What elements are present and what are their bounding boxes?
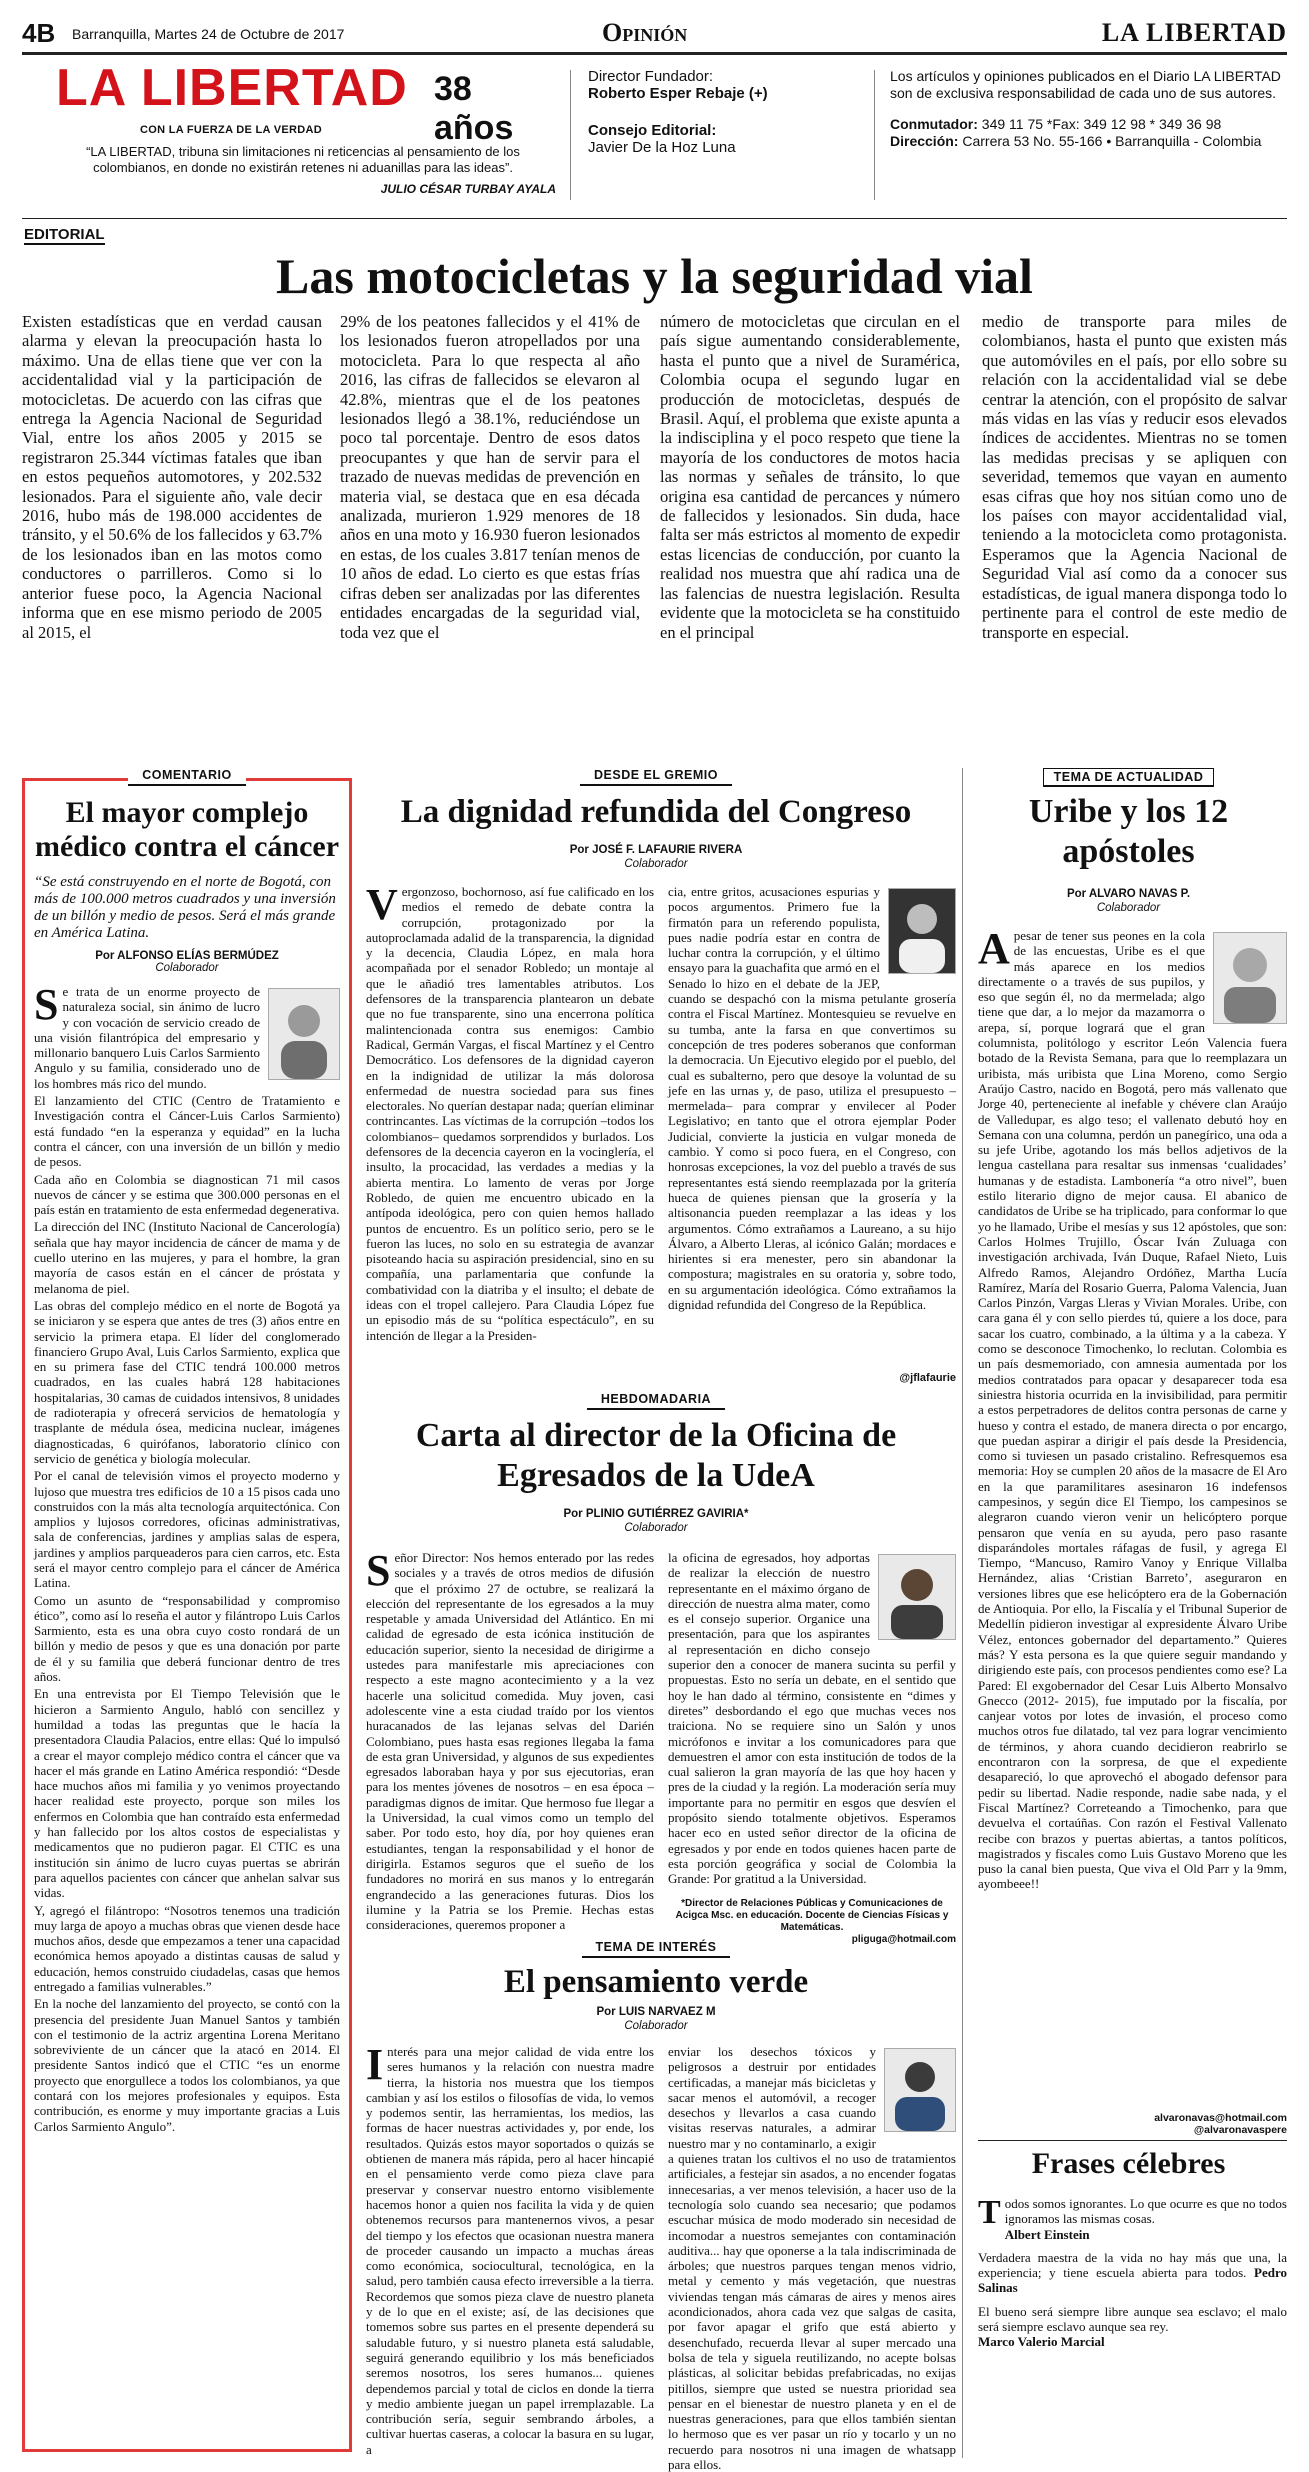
uribe-body: [978, 924, 1287, 2112]
masthead-divider-1: [570, 70, 571, 200]
pensamiento-dropcap: I: [366, 2040, 384, 2089]
uribe-tag: [970, 768, 1287, 787]
comentario-deck: “Se está construyendo en el norte de Bogotá, con más de 100.000 metros cuadrados y una inversión de un billón y medio de pesos. Será el más grande en América Latina.: [34, 874, 336, 941]
carta-col-2: [668, 1550, 956, 1896]
comentario-paragraph: En una entrevista por El Tiempo Televisión que le hicieron a Sarmiento Angulo, habló con sencillez y humildad a todas las preguntas que le hacía la presentadora Claudia Palacios, entre ellas: Qué lo impulsó a crear el mayor complejo médico contra el cáncer que va hacer el más grande en Latino América respondió: “Desde hace muchos años mi familia y yo venimos proyectando hacer realidad este proyecto, porque son miles los enfermos en Colombia que han contraído esta enfermedad y han fallecido por los altos costos de especialistas y medicamentos que no pudieron pagar. El CTIC es una institución sin ánimo de lucro cuyas puertas se abrirán para aquellos pacientes con cáncer que anhelan salvar sus vidas.: [34, 1686, 340, 1901]
logo-text: LA LIBERTAD: [56, 59, 408, 117]
paper-name: LA LIBERTAD: [1101, 18, 1287, 47]
uribe-email: alvaronavas@hotmail.com: [1154, 2112, 1287, 2124]
congreso-byline: Por JOSÉ F. LAFAURIE RIVERA: [569, 844, 743, 856]
frase-item: [978, 2196, 1287, 2242]
comentario-paragraph: Por el canal de televisión vimos el proyecto moderno y lujoso que muestra tres edificios de 10 a 15 pisos cada uno construidos con la más alta tecnología arquitectónica. Con amplios y lujosos corredores, oficinas administrativas, sala de conferencias, jardines y amplias salas de espera, jardines y amplios parqueaderos para cien carros, etc. Esta será el mayor centro complejo para el cáncer de América Latina.: [34, 1468, 340, 1591]
carta-footnote: [668, 1898, 956, 1946]
pensamiento-col-1: [366, 2040, 654, 2457]
pensamiento-tag: [356, 1940, 956, 1958]
comentario-tag-label: COMENTARIO: [128, 768, 246, 786]
comentario-article: [34, 796, 340, 2446]
address: Carrera 53 No. 55-166 • Barranquilla - Colombia: [962, 133, 1262, 149]
frases-list: [978, 2196, 1287, 2458]
logo-slogan: CON LA FUERZA DE LA VERDAD: [140, 124, 322, 136]
disclaimer: Los artículos y opiniones publicados en el Diario LA LIBERTAD son de exclusiva responsabilidad de cada uno de sus autores.: [890, 68, 1281, 101]
congreso-dropcap: V: [366, 880, 398, 929]
editorial-col-4: medio de transporte para miles de colombianos, hasta el punto que existen más que automóviles en el país, por ello sobre su relación con la accidentalidad vial se debe centrar la atención, con el propósito de salvar más vidas en las vías y reducir esos elevados índices de accidentes. Mientras no se tomen las medidas precisas y se apliquen con severidad, tememos que vayan en aumento esas cifras que hoy nos sitúan como uno de los países con mayor accidentalidad vial, teniendo a la motocicleta como protagonista. Esperamos que la Agencia Nacional de Seguridad Vial así como da a conocer sus estadísticas, de igual manera disponga todo lo pertinente para el control de este medio de transporte en especial.: [982, 312, 1287, 642]
address-label: Dirección:: [890, 133, 959, 149]
pensamiento-col-1-text: nterés para una mejor calidad de vida entre los seres humanos y la relación con nuestra madre tierra, la historia nos muestra que los tiempos cambian y así los estilos o filosofías de vida, lo vemos y podemos sentir, las herramientas, los medios, las formas de hacer nuestras actividades y, por ende, los resultados. Quizás estos mayor soportados o quizás se obtienen de manera más rápida, pero al hacer hincapié en el pensamiento verde como pieza clave para preservar y conservar nuestro entorno visiblemente hacemos honor a quien nos facilita la vida y de quien obtenemos recursos para mantenernos vivos, a pesar del tiempo y los efectos que ocasionan nuestra manera de proceder causando un impacto a muchas áreas como económica, sociocultural, tecnológica, en la salud, pero también causa efecto irreversible a la tierra. Recordemos que somos pieza clave de nuestro planeta y de lo que en el existe; así, de las decisiones que tomemos sobre sus partes en el presente dependerá su saludable futuro, y si nuestro planeta está saludable, seguirá generando equilibrio y los más beneficiados seremos nosotros, los seres humanos... quienes dependemos parcial y total de ciclos en donde la tierra y medio ambiente juegan un papel irremplazable. La contribución sería, seguir sembrando árboles, a cultivar huertas caseras, a colocar la basura en su lugar, a: [366, 2044, 654, 2457]
contact-block: [890, 68, 1285, 150]
dateline: Barranquilla, Martes 24 de Octubre de 2017: [72, 26, 345, 42]
pensamiento-byline: Por LUIS NARVAEZ M: [596, 2006, 716, 2018]
section-title: Opinión: [602, 18, 688, 47]
uribe-byline: Por ALVARO NAVAS P.: [1066, 888, 1191, 900]
frase-author: Marco Valerio Marcial: [978, 2334, 1105, 2350]
comentario-paragraph: Cada año en Colombia se diagnostican 71 mil casos nuevos de cáncer y se estima que 300.000 personas en el país están en tratamiento de esta enfermedad degenerativa.: [34, 1171, 340, 1218]
frase-text: odos somos ignorantes. Lo que ocurre es que no todos ignoramos las mismas cosas.: [1004, 2196, 1287, 2227]
carta-dropcap: S: [366, 1546, 391, 1595]
frase-text: El bueno será siempre libre aunque sea esclavo; el malo será siempre esclavo aunque sea rey.: [978, 2303, 1287, 2335]
founder-block: [588, 68, 868, 156]
frase-author: Albert Einstein: [1004, 2226, 1090, 2242]
uribe-title: Uribe y los 12 apóstoles: [1028, 793, 1229, 870]
phones: 349 11 75 *Fax: 349 12 98 * 349 36 98: [981, 116, 1222, 132]
header-rule: [22, 52, 1287, 55]
carta-tag: [356, 1392, 956, 1410]
comentario-paragraph: En la noche del lanzamiento del proyecto, se contó con la presencia del presidente Juan Manuel Santos y también con el testimonio de la actriz argentina Lorena Meritano sobreviviente de un cáncer que la atacó en 2014. El presidente Santos indicó que el CTIC “es un enorme proyecto que enorgullece a todos los colombianos, ya que contará con los mejores profesionales y equipos. Esta contribución, es enorme y muy importante gracias a Luis Carlos Sarmiento Angulo”.: [34, 1996, 340, 2134]
editorial-title: Las motocicletas y la seguridad vial: [276, 248, 1033, 304]
masthead-quote: “LA LIBERTAD, tribuna sin limitaciones ni reticencias al pensamiento de los colombianos, en donde no existirán retenes ni aduanillas para las ideas”.: [86, 144, 520, 175]
carta-byline: Por PLINIO GUTIÉRREZ GAVIRIA*: [563, 1508, 749, 1520]
carta-role: Colaborador: [624, 1522, 688, 1534]
carta-title: Carta al director de la Oficina de Egresados de la UdeA: [415, 1417, 897, 1494]
pensamiento-author-photo: [884, 2048, 956, 2132]
carta-col-2-text: la oficina de egresados, hoy adportas de realizar la elección de nuestro representante en el máximo órgano de dirección de nuestra alma mater, como es el consejo superior. Organice una presentación, para que los aspirantes al representación en dicho consejo superior den a conocer de manera sucinta su perfil y propuestas. Esto no sería un debate, en el sentido que hoy le han dado al término, consistente en “dimes y diretes” desbordando el ego que muchas veces nos traiciona. No se requiere sino un Salón y unos micrófonos e invitar a los comunicadores para que demuestren el amor con esta institución de todos de la cual salieron la gran mayoría de las que hoy hacen y pres de la ciudad y la región. La moderación sería muy importante para no permitir en esgos que desvíen el propósito siendo totalmente objetivos. Esperamos hacer eco en usted señor director de la oficina de egresados y por ende en todos quienes hacen parte de esta porción geográfica y social de Colombia la Grande: Por gratitud a la Universidad.: [668, 1550, 956, 1887]
carta-footnote-text: *Director de Relaciones Públicas y Comunicaciones de Acigca Msc. en educación. Docente de Ciencias Físicas y Matemáticas.: [675, 1898, 949, 1933]
editorial-label: EDITORIAL: [24, 226, 105, 243]
board-label: Consejo Editorial:: [588, 122, 717, 139]
comentario-dropcap: S: [34, 980, 59, 1029]
pensamiento-col-2-text: enviar los desechos tóxicos y peligrosos a destruir por entidades certificadas, a manejar más bicicletas y sacar menos el automóvil, a recoger desechos y llevarlos a casa cuando visitas reservas naturales, a admirar nuestro mar y no contaminarlo, a exigir a quienes tratan los cultivos el no uso de tratamientos artificiales, a festejar sin asados, a no encender fogatas innecesarias, a ver menos televisión, a hacer uso de la tecnología solo cuando sea necesario; que podamos escuchar música de modo moderado sin necesidad de incomodar a nuestros semejantes con contaminación auditiva... hay que oponerse a la tala indiscriminada de árboles; que nuestros parques tengan menos vidrio, metal y cemento y más vegetación, que nuestras viviendas tengan más cámaras de aires y menos aires acondicionados, ahora cada vez que salgas de casita, por favor apagar el grifo que está abierto y desenchufado, recuerda llevar al super mercado una bolsa de tela y siguela reutilizando, no acepte bolsas plásticas, al solicitar bebidas prefabricadas, no exijas pitillos, siempre que usted se nuestra prioridad sea pensar en el bienestar de nuestro planeta y en el de nuestras generaciones, para que ellos también sientan lo hermoso que es ver pasar un río y tocarlo y un no recuerdo para nosotros ni una imagen de whatsapp para ellos.: [668, 2044, 956, 2472]
congreso-handle: @jflafaurie: [899, 1372, 956, 1384]
phones-label: Conmutador:: [890, 116, 978, 132]
frase-text: Verdadera maestra de la vida no hay más que una, la experiencia; y tiene escuela abierta para todos.: [978, 2249, 1287, 2281]
congreso-tag: [356, 768, 956, 786]
congreso-author-photo: [888, 888, 956, 974]
frase-dropcap: T: [978, 2194, 1001, 2231]
masthead-rule: [22, 218, 1287, 219]
editorial-col-2: 29% de los peatones fallecidos y el 41% de los lesionados fueron atropellados por una motocicleta. Para lo que respecta al año 2016, las cifras de fallecidos se elevaron al 42.8%, mientras que el de los peatones lesionados llegó a 38.1%, reduciéndose un poco tal porcentaje. Dentro de esos datos preocupantes y que han de servir para el trazado de nuevas medidas de prevención en materia vial, se destaca que en esa década analizada, murieron 1.929 menores de 18 años en una moto y 16.930 fueron lesionados en estas, de los cuales 3.817 tenían menos de 10 años de edad. Lo cierto es que estas frías cifras deben ser analizadas por las diferentes entidades encargadas de la seguridad vial, toda vez que el: [340, 312, 640, 642]
comentario-role: Colaborador: [155, 962, 219, 974]
congreso-col-1-text: ergonzoso, bochornoso, así fue calificado en los medios el remedo de debate contra la corrupción, protagonizado por la autoproclamada adalid de la transparencia, la dignidad y la decencia, Claudia López, en mala hora acompañada por el senador Robledo; un montaje al que le añadió tres lamentables atributos. Los defensores de la transparencia plantearon un debate que no fue transparente, sino una encerrona política malintencionada contra sus enemigos: Cambio Radical, Germán Vargas, el fiscal Martínez y el Centro Democrático. Los defensores de la dignidad cayeron en la indignidad de utilizar la más dolorosa enfermedad de nuestra sociedad para sus fines electorales. No querían destapar nada; querían eliminar contrincantes. Las víctimas de la corrupción –todos los colombianos– quedamos sorprendidos y burlados. Los defensores de la decencia cayeron en la vocinglería, el insulto, la procacidad, las verdades a medias y la abierta mentira. Lo lamento de veras por Jorge Robledo, de quien me encuentro ubicado en la antípoda ideológica, pero con quien hemos hallado puntos de encuentro. Es un político serio, pero se le fueron las luces, no solo en su estrategia de avanzar pisoteando hacia su aspiración presidencial, sino en su compañía, una parlamentaria que confunde la combatividad con la diatriba y el insulto; el debate de ideas con el tropel callejero. Para Claudia López fue un episodio más de su “política espectáculo”, en su intención de llegar a la Presiden-: [366, 884, 654, 1343]
frase-item: [978, 2304, 1287, 2350]
congreso-col-2-text: cia, entre gritos, acusaciones espurias y pocos argumentos. Primero fue la firmatón para un referendo populista, pues nadie podría estar en contra de luchar contra la corrupción, y el último ensayo para la guachafita que armó en el Senado lo hizo en el debate de la JEP, cuando se despachó con la misma petulante grosería contra el Fiscal Martínez. Montesquieu se revuelve en su tumba, ante la farsa en que convertimos su concepción de tres poderes soberanos que conforman la democracia. Un Ejecutivo elegido por el pueblo, del cual es subalterno, pero que desoye la voluntad de su jefe en las urnas y, de paso, utiliza el presupuesto –mermelada– para comprar y envilecer al Poder Legislativo; en tanto que el otrora ejemplar Poder Judicial, convierte la justicia en vulgar moneda de cambio. Y como si poco fuera, en el Congreso, con honrosas excepciones, la voz del pueblo a través de sus representantes está siendo reemplazada por la gritería hueca de quienes piensan que la grosería y la altisonancia pueden reemplazar a las ideas y los argumentos. Cómo extrañamos a Laureano, a su hijo Álvaro, a Alberto Lleras, al icónico Galán; mordaces e hirientes si era menester, pero sin abandonar la compostura; magistrales en su oratoria y, sobre todo, en su argumentación ideológica. Cómo extrañamos la dignidad refundida del Congreso de la República.: [668, 884, 956, 1313]
frase-author: Pedro Salinas: [978, 2265, 1288, 2296]
comentario-title: El mayor complejo médico contra el cáncer: [34, 796, 340, 863]
comentario-paragraph: Y, agregó el filántropo: “Nosotros tenemos una tradición muy larga de apoyo a muchas obras que vienen desde hace muchos años, desde que empezamos a tener una capacidad económica hemos apoyado a distintas causas de salud y educación, hemos construido ciudadelas, casas que hemos entregado a familias vulnerables.”: [34, 1902, 340, 1994]
founder-label: Director Fundador:: [588, 68, 714, 85]
comentario-paragraph: La dirección del INC (Instituto Nacional de Cancerología) señala que hay mayor incidencia de cáncer de mama y de cuello uterino en las mujeres, y para el hombre, la gran mayoría de casos están en el cáncer de próstata y melanoma de piel.: [34, 1219, 340, 1296]
comentario-tag: [22, 768, 352, 786]
frases-title: Frases célebres: [1031, 2147, 1226, 2180]
uribe-handle: @alvaronavaspere: [1193, 2124, 1287, 2136]
pensamiento-col-2: [668, 2044, 956, 2472]
logo-block: [56, 59, 556, 214]
congreso-role: Colaborador: [624, 858, 688, 870]
congreso-tag-label: DESDE EL GREMIO: [580, 768, 732, 786]
frase-item: [978, 2250, 1287, 2296]
board-name: Javier De la Hoz Luna: [588, 139, 736, 156]
founder-name: Roberto Esper Rebaje (+): [588, 85, 768, 102]
pensamiento-tag-label: TEMA DE INTERÉS: [582, 1940, 731, 1958]
editorial-col-1: Existen estadísticas que en verdad causan alarma y elevan la preocupación hasta lo máximo. Una de ellas tiene que ver con la accidentalidad vial y la participación de motocicletas. De acuerdo con las cifras que entrega la Agencia Nacional de Seguridad Vial, entre los años 2005 y 2015 se registraron 25.344 víctimas fatales que iban en estos pequeños automotores, y 202.532 lesionados. Para el siguiente año, vale decir 2016, hubo más de 198.000 accidentes de tránsito, y el 50.6% de los fallecidos y 63.7% de los lesionados iban en las motos como conductores o parrilleros. Como si lo anterior fuese poco, la Agencia Nacional informa que en ese mismo periodo de 2005 al 2015, el: [22, 312, 322, 642]
masthead-quote-author: JULIO CÉSAR TURBAY AYALA: [380, 182, 556, 196]
editorial-col-3: número de motocicletas que circulan en el país sigue aumentando considerablemente, hasta el punto que a nivel de Suramérica, Colombia ocupa el segundo lugar en producción de motocicletas, después de Brasil. Aquí, el problema que existe apunta a la indisciplina y el poco respeto que tiene la mayoría de los conductores de motos hacia las normas y señales de tránsito, lo que origina esa cantidad de percances y número de fallecidos y lesionados. Sin duda, hace falta ser más estrictos al momento de expedir estas licencias de conducción, por cuanto la realidad nos muestra que ahí radica una de las falencias de nuestra legislación. Resulta evidente que la motocicleta se ha constituido en el principal: [660, 312, 960, 642]
masthead-divider-2: [874, 70, 875, 200]
comentario-body: [34, 980, 340, 2134]
pensamiento-role: Colaborador: [624, 2020, 688, 2032]
congreso-col-2: [668, 884, 956, 1370]
logo-years: 38 años: [434, 70, 514, 147]
carta-email: pligugа@hotmail.com: [851, 1934, 956, 1945]
frases-rule: [978, 2140, 1287, 2141]
carta-tag-label: HEBDOMADARIA: [587, 1392, 725, 1410]
uribe-author-photo: [1213, 932, 1287, 1024]
congreso-title: La dignidad refundida del Congreso: [400, 794, 912, 830]
author-photo: [268, 988, 340, 1080]
comentario-byline: Por ALFONSO ELÍAS BERMÚDEZ: [95, 950, 279, 962]
masthead: [22, 59, 1287, 222]
pensamiento-title: El pensamiento verde: [503, 1964, 809, 2000]
comentario-paragraph: Las obras del complejo médico en el norte de Bogotá ya se iniciaron y se espera que antes de tres (3) años entre en servicio la primera etapa. El líder del conglomerado financiero Grupo Aval, Luis Carlos Sarmiento, explica que en su primera fase del CTIC tendrá 100.000 metros cuadrados, en las cuales habrá 128 habitaciones hospitalarias, 30 camas de cuidados intensivos, 8 unidades de radioterapia y ofrecerá servicios de hematología y trasplante de médula ósea, medicina nuclear, imágenes diagnosticadas, 6 quirófanos, laboratorio clínico con servicio de genética y biología molecular.: [34, 1297, 340, 1466]
comentario-lead: e trata de un enorme proyecto de naturaleza social, sin ánimo de lucro y con vocación de servicio creado de una visión filantrópica del empresario y millonario banquero Luis Carlos Sarmiento Angulo y su familia, considerado uno de los hombres más rico del mundo.: [34, 984, 261, 1091]
carta-col-1: [366, 1546, 654, 1936]
carta-author-photo: [878, 1554, 956, 1640]
uribe-role: Colaborador: [1096, 902, 1161, 914]
carta-col-1-text: eñor Director: Nos hemos enterado por las redes sociales y a través de otros medios de difusión que el próximo 27 de octubre, se realizará la elección del representante de los egresados a la muy respetable y amada Universidad del Atlántico. En mi calidad de egresado de esta icónica institución de educación superior, siento la necesidad de dirigirme a ustedes para manifestarle mis apreciaciones con respecto a este magno acontecimiento y a la vez hacerle una solicitud comedida. Muy joven, casi adolescente vine a esta ciudad traído por los vientos huracanados de las lejanas selvas del Darién Colombiano, pues hasta esas regiones llegaba la fama de esta gran Universidad, y algunos de sus expedientes egresados laboraban haya y por sus ejecutorias, eran para los mentes jóvenes de nosotros – en esa época – paradigmas dignos de imitar. Que hermoso fue llegar a la Universidad, la cual vimos como un templo del saber. Por todo esto, hoy día, por hoy quienes eran estudiantes, tengan la responsabilidad y el honor de dirigirla. Estamos seguros que el sueño de los fundadores no morirá en sus manos y lo entregarán engrandecido a las generaciones futuras. Dios los ilumine y la Patria se los Premie. Hechas estas consideraciones, queremos proponer a: [366, 1550, 654, 1933]
column-separator: [962, 768, 963, 2458]
congreso-col-1: [366, 880, 654, 1370]
comentario-paragraph: Como un asunto de “responsabilidad y compromiso ético”, como así lo reseña el autor y filántropo Luis Carlos Sarmiento, esta es una obra cuyo costo rondará de un billón y medio de pesos y que es una donación por parte de él y su familia que deberá funcionar dentro de tres años.: [34, 1592, 340, 1685]
page-header: [22, 14, 1287, 54]
page-number: 4B: [22, 18, 56, 48]
uribe-dropcap: A: [978, 924, 1010, 973]
uribe-contacts: [978, 2112, 1287, 2136]
comentario-paragraph: El lanzamiento del CTIC (Centro de Tratamiento e Investigación contra el Cáncer-Luis Carlos Sarmiento) está fundado “en la esperanza y equidad” en la lucha contra el cáncer, con una inversión de un billón y medio de pesos.: [34, 1093, 340, 1170]
uribe-tag-label: TEMA DE ACTUALIDAD: [1043, 768, 1215, 787]
uribe-body-text: pesar de tener sus peones en la cola de las encuestas, Uribe es el que más aparece en los medios directamente o a través de sus pupilos, y eso que según él, no da mermelada; algo tiene que dar, a lo mejor da mazamorra o arepa, sí, porque logrará que el gran columnista, politólogo y escritor León Valencia fuera botado de la Revista Semana, para que lo reemplazara un uribista, más uribista que Lina Moreno, como Sergio Araújo Castro, nacido en Bogotá, pero más vallenato que Jorge 40, perteneciente al inefable y chévere clan Araújo de Valledupar, es algo teso; el vallenato debutó hoy en Semana con una columna, perdón un panegírico, una oda a su jefe Uribe, agotando los más bellos adjetivos de la lengua castellana para resaltar sus inmensas ‘cualidades’ humanas y de estadista. Lambonería “a otro nivel”, buen estilo literario digno de mejor causa. El abanico de candidatos de Uribe se ha triplicado, para conformar lo que yo he llamado, Uribe el mesías y sus 12 apóstoles, que son: Carlos Holmes Trujillo, Óscar Iván Zuluaga con investigación archivada, Iván Duque, Rafael Nieto, Luis Alfredo Ramos, Alejandro Ordóñez, Martha Lucía Ramírez, María del Rosario Guerra, Paloma Valencia, Juan Carlos Pinzón, Vargas Lleras y Vivian Morales. Uribe, con cara gana él y con sello pierdes tú, quiere a los doce, para sacar los cuatro, combinado, a la última y a la cabeza. Y como se desconoce Timochenko, lo reclutan. Colombia es un país desmemoriado, con amnesia aumentada por los medios contratados para opacar y desaparecer toda esa siniestra historia ocurrida en la invisibilidad, para permitir a estos perpetradores de delitos contra personas de carne y hueso y contra el estado, de manera directa o por encargo, que puedan aspirar a dirigir el país desde la Presidencia, como si tuviesen un pasado cristalino. Refresquemos esa memoria: Hoy se cumplen 20 años de la masacre de El Aro en la que paramilitares asesinaron 16 indefensos campesinos, y según dice El Tiempo, los campesinos se alegraron cuando vieron venir un helicóptero porque pensaron que venía en su ayuda, pero paso rasante disparándoles mortales ráfagas de fusil, y agrega El Tiempo, “Mancuso, Ramiro Vanoy y Enrique Villalba Hernández, alias ‘Cristian Barreto’, aseguraron en versiones libres que ese helicóptero era de la Gobernación de Antioquia. Por ello, la Fiscalía y el Tribunal Superior de Medellín pidieron investigar al expresidente Álvaro Uribe Vélez, entonces gobernador del departamento.” Quieres más? Y esta persona es la que quiere seguir mandando y dirigiendo este país, con procesos pendientes como ese? La Pared: El exgobernador del Cesar Luis Alberto Monsalvo Gnecco (2012- 2015), fue imputado por la fiscalía, por canjear votos por lotes de invasión, el proceso como muchos otros fue dilatado, tal vez para lograr vencimiento de términos, y ahora cuando decidieron reabrirlo se encontraron con la sorpresa, de que el expediente desapareció, lo que aprovechó el abogado defensor para pedir su libertad. Nadie responde, nadie sabe nada, y el Fiscal Martínez? Correteando a Timochenko, para que devuelva el cortaúñas. Con razón el Festival Vallenato recibe con brazos y puertas abiertas, a tantos políticos, magistrados y fiscales como Luis Gustavo Moreno que les puso la canal bien puesta, Que viva el Old Parr y la 9mm, ayombeee!!: [978, 928, 1287, 1892]
